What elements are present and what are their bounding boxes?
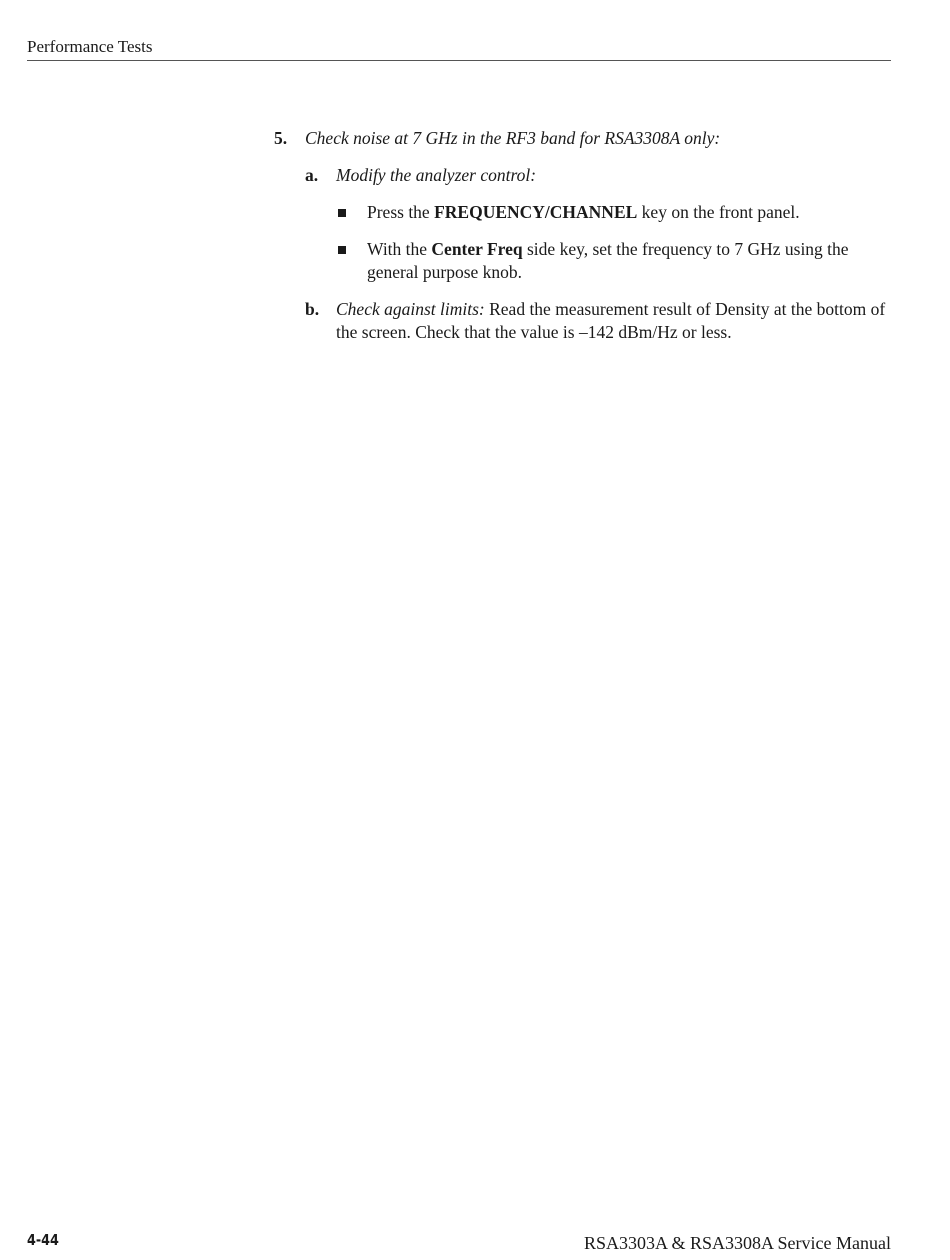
substep-b-letter: b. [305,299,320,319]
header-divider [27,60,891,61]
substep-a-letter: a. [305,165,319,185]
page-header [27,36,891,61]
bullet-text-pre: Press the [367,202,435,222]
substep-b-lead: Check against limits: [336,299,485,319]
page-number: 4-44 [27,1231,59,1249]
procedure-content [274,127,894,344]
bullet-text-post: key on the front panel. [637,202,800,222]
bullet-text-pre: With the [367,239,432,259]
bullet-item [336,238,894,284]
bullet-text-post: side key, set the frequency to 7 GHz using the general purpose knob. [367,239,849,282]
step-number: 5. [274,128,288,148]
key-name: Center Freq [431,239,523,259]
substep-a [305,164,894,284]
step-5 [274,127,894,344]
key-name: FREQUENCY/CHANNEL [434,202,638,222]
step-title: Check noise at 7 GHz in the RF3 band for RSA3308A only: [305,128,721,148]
square-bullet-icon [338,246,346,254]
substep-b [305,298,894,344]
substep-a-title: Modify the analyzer control: [336,165,537,185]
substep-b-text: Read the measurement result of Density at the bottom of the screen. Check that the value is –142 dBm/Hz or less. [336,299,886,342]
manual-title: RSA3303A & RSA3308A Service Manual [583,1233,891,1253]
section-title: Performance Tests [27,37,153,56]
square-bullet-icon [338,209,346,217]
bullet-item [336,201,894,224]
